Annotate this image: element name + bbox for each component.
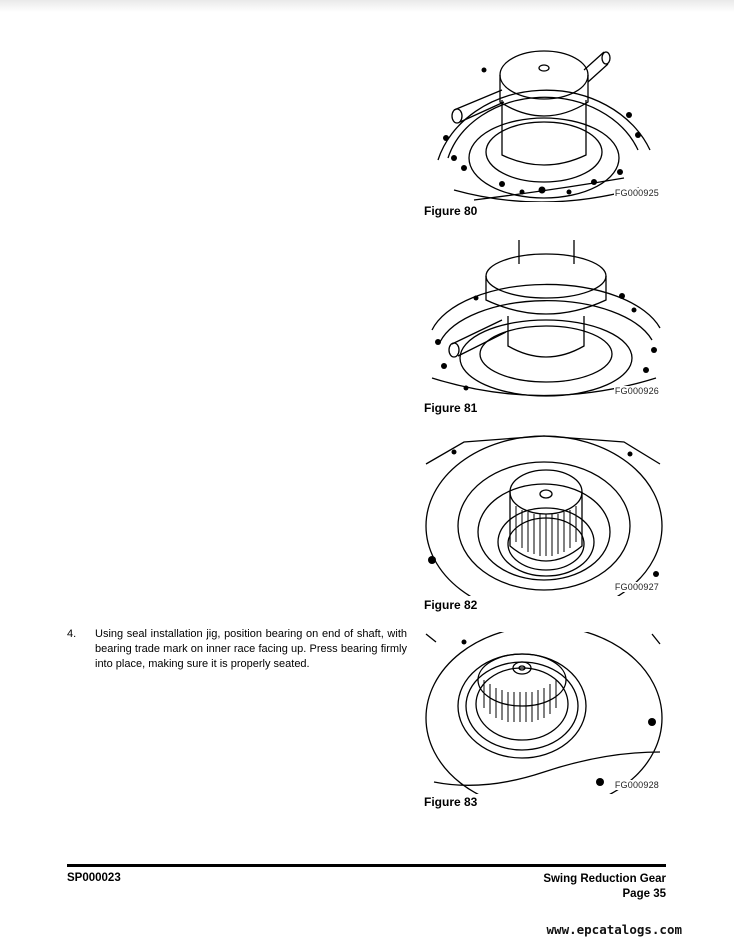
step-number: 4. xyxy=(67,628,77,640)
figure-80-caption: Figure 80 xyxy=(424,204,478,218)
figure-82-illustration xyxy=(424,434,664,596)
figure-81-caption: Figure 81 xyxy=(424,401,478,415)
footer-page-number: Page 35 xyxy=(622,888,666,900)
footer-divider xyxy=(67,864,666,867)
figure-80-code: FG000925 xyxy=(614,188,659,198)
footer-right-block xyxy=(543,872,666,902)
figure-83-code: FG000928 xyxy=(614,780,659,790)
watermark-text: www.epcatalogs.com xyxy=(546,922,682,937)
figure-83-illustration xyxy=(424,632,664,794)
figure-81-illustration xyxy=(424,238,664,400)
figure-80-illustration xyxy=(424,40,664,202)
figure-83-caption: Figure 83 xyxy=(424,795,478,809)
figure-81-code: FG000926 xyxy=(614,386,659,396)
page-top-shade xyxy=(0,0,734,12)
figure-82-code: FG000927 xyxy=(614,582,659,592)
step-text: Using seal installation jig, position bearing on end of shaft, with bearing trade mark on inner race facing up. Press bearing firmly into place, making sure it is properly seated. xyxy=(95,628,407,670)
footer-section-title: Swing Reduction Gear xyxy=(543,873,666,885)
footer-doc-code: SP000023 xyxy=(67,872,121,884)
figure-82-caption: Figure 82 xyxy=(424,598,478,612)
